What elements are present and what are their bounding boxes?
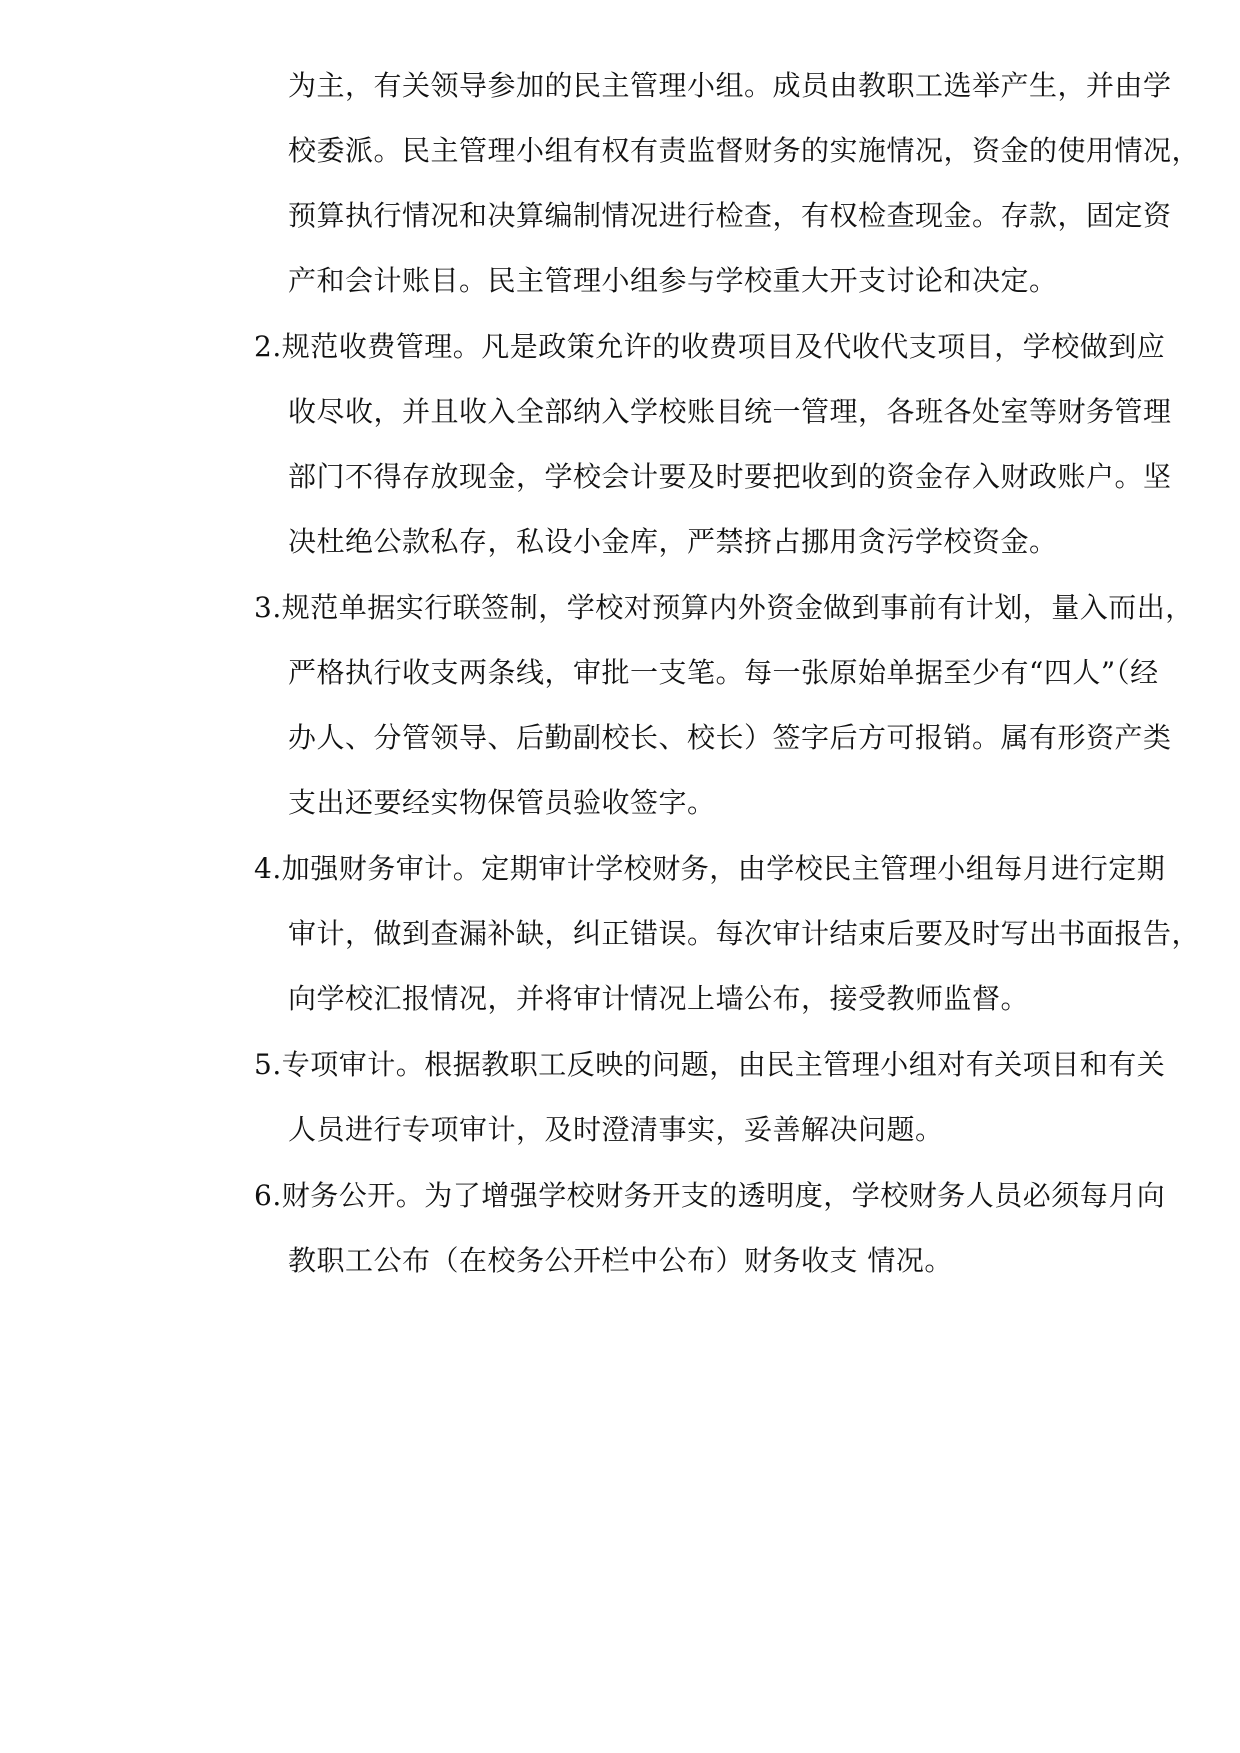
list-item-line: 决杜绝公款私存，私设小金库，严禁挤占挪用贪污学校资金。 — [288, 525, 1058, 558]
list-item-line: 向学校汇报情况，并将审计情况上墙公布，接受教师监督。 — [288, 982, 1030, 1015]
list-item-line: 审计，做到查漏补缺，纠正错误。每次审计结束后要及时写出书面报告， — [288, 917, 1201, 950]
list-item-line: 教职工公布（在校务公开栏中公布）财务收支 情况。 — [288, 1244, 953, 1277]
list-item-line: 办人、分管领导、后勤副校长、校长）签字后方可报销。属有形资产类 — [288, 721, 1172, 754]
list-item-line: 6.财务公开。为了增强学校财务开支的透明度，学校财务人员必须每月向 — [254, 1179, 1166, 1212]
list-item-line: 5.专项审计。根据教职工反映的问题，由民主管理小组对有关项目和有关 — [254, 1048, 1166, 1081]
list-item-line: 部门不得存放现金，学校会计要及时要把收到的资金存入财政账户。坚 — [288, 460, 1172, 493]
list-item-line: 支出还要经实物保管员验收签字。 — [288, 786, 716, 819]
list-item-line: 3.规范单据实行联签制，学校对预算内外资金做到事前有计划，量入而出， — [254, 591, 1194, 624]
intro-line: 产和会计账目。民主管理小组参与学校重大开支讨论和决定。 — [288, 264, 1058, 297]
intro-line: 校委派。民主管理小组有权有责监督财务的实施情况，资金的使用情况， — [288, 134, 1201, 167]
list-item-line: 4.加强财务审计。定期审计学校财务，由学校民主管理小组每月进行定期 — [254, 852, 1166, 885]
intro-line: 预算执行情况和决算编制情况进行检查，有权检查现金。存款，固定资 — [288, 199, 1172, 232]
list-item-line: 人员进行专项审计，及时澄清事实，妥善解决问题。 — [288, 1113, 944, 1146]
list-item-line: 2.规范收费管理。凡是政策允许的收费项目及代收代支项目，学校做到应 — [254, 330, 1166, 363]
list-item-line: 严格执行收支两条线，审批一支笔。每一张原始单据至少有“四人”（经 — [288, 656, 1159, 689]
list-item-line: 收尽收，并且收入全部纳入学校账目统一管理，各班各处室等财务管理 — [288, 395, 1172, 428]
intro-line: 为主，有关领导参加的民主管理小组。成员由教职工选举产生，并由学 — [288, 69, 1172, 102]
